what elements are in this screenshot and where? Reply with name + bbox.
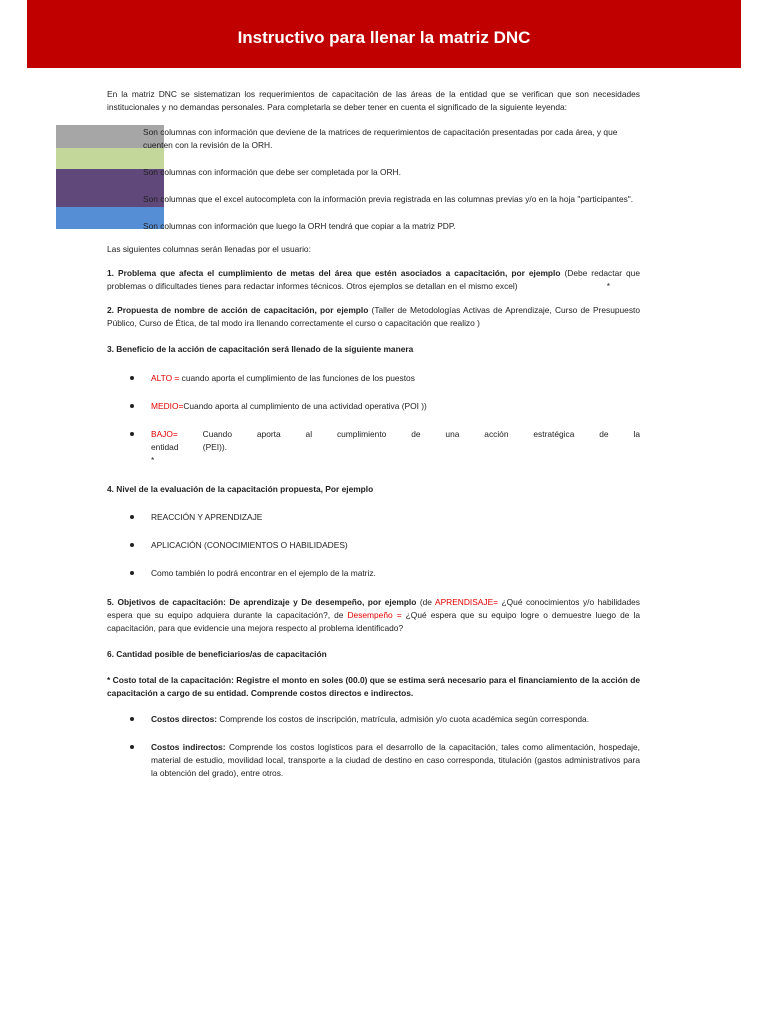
medio-label: MEDIO= bbox=[151, 401, 184, 411]
item-1 bbox=[107, 267, 640, 293]
cost-list bbox=[107, 713, 640, 780]
user-columns-intro: Las siguientes columnas serán llenadas por el usuario: bbox=[107, 244, 311, 254]
indirect-cost-text: Comprende los costos logísticos para el desarrollo de la capacitación, tales como alimentación, hospedaje, material de estudio, movilidad local, transporte a la ciudad de destino en caso corresponda, titulación (gastos administrativos para la obtención del grado), entre otros. bbox=[151, 742, 640, 778]
bullet-icon bbox=[130, 432, 134, 436]
item-4-heading bbox=[107, 483, 640, 496]
list-item bbox=[107, 741, 640, 780]
direct-cost-label: Costos directos: bbox=[151, 714, 218, 724]
cost-heading bbox=[107, 674, 640, 700]
intro-paragraph: En la matriz DNC se sistematizan los requerimientos de capacitación de las áreas de la entidad que se verifican que son necesidades institucionales y no demandas personales. Para completarla se deber tener en cuenta el significado de la siguiente leyenda: bbox=[107, 89, 640, 112]
item-5-text-3: ¿Qué espera que su equipo logre o demuestre luego de la capacitación, para que evidencie una mejora respecto al problema identificado? bbox=[107, 610, 640, 633]
bullet-icon bbox=[130, 543, 134, 547]
legend-text-green: Son columnas con información que debe ser completada por la ORH. bbox=[143, 167, 401, 177]
header-banner bbox=[27, 0, 741, 68]
bullet-icon bbox=[130, 515, 134, 519]
bajo-text: Cuando aporta al cumplimiento de una acción estratégica de la entidad (PEI)). bbox=[151, 429, 640, 452]
medio-text: Cuando aporta al cumplimiento de una actividad operativa (POI )) bbox=[183, 401, 427, 411]
indirect-cost-label: Costos indirectos: bbox=[151, 742, 226, 752]
eval-item-text: Como también lo podrá encontrar en el ejemplo de la matriz. bbox=[151, 568, 376, 578]
bullet-icon bbox=[130, 376, 134, 380]
bullet-icon bbox=[130, 571, 134, 575]
bullet-icon bbox=[130, 717, 134, 721]
item-3-heading-text: 3. Beneficio de la acción de capacitación será llenado de la siguiente manera bbox=[107, 344, 414, 354]
item-3-heading bbox=[107, 343, 640, 356]
item-1-heading: 1. Problema que afecta el cumplimiento de metas del área que estén asociados a capacitación, por ejemplo bbox=[107, 268, 561, 278]
alto-text: cuando aporta el cumplimiento de las funciones de los puestos bbox=[181, 373, 415, 383]
item-5 bbox=[107, 596, 640, 635]
alto-label: ALTO = bbox=[151, 373, 182, 383]
eval-item-text: APLICACIÓN (CONOCIMIENTOS O HABILIDADES) bbox=[151, 540, 348, 550]
item-1-mark: * bbox=[606, 281, 610, 291]
item-2 bbox=[107, 304, 640, 330]
aprendizaje-label: APRENDISAJE= bbox=[434, 597, 499, 607]
list-item bbox=[107, 372, 640, 385]
list-item bbox=[107, 567, 640, 580]
bajo-mark: * bbox=[151, 455, 155, 465]
item-1-text: (Debe redactar que problemas o dificultades tienes para redactar informes técnicos. Otros ejemplos se detallan en el mismo excel) bbox=[107, 268, 640, 291]
list-item bbox=[107, 400, 640, 413]
direct-cost-text: Comprende los costos de inscripción, matrícula, admisión y/o cuota académica según corresponda. bbox=[217, 714, 590, 724]
evaluation-list bbox=[107, 511, 640, 580]
item-5-text-2: ¿Qué conocimientos y/o habilidades espera que su equipo adquiera durante la capacitación?, de bbox=[107, 597, 640, 620]
item-5-heading: 5. Objetivos de capacitación: De aprendizaje y De desempeño, por ejemplo bbox=[107, 597, 417, 607]
bajo-label: BAJO= bbox=[151, 429, 178, 439]
list-item bbox=[107, 511, 640, 524]
legend-text-blue: Son columnas con información que luego la ORH tendrá que copiar a la matriz PDP. bbox=[143, 221, 456, 231]
page-title: Instructivo para llenar la matriz DNC bbox=[237, 28, 531, 47]
item-2-heading: 2. Propuesta de nombre de acción de capacitación, por ejemplo bbox=[107, 305, 369, 315]
list-item bbox=[107, 428, 640, 467]
benefit-list bbox=[107, 372, 640, 467]
document-body bbox=[107, 88, 640, 780]
item-6-heading bbox=[107, 648, 640, 661]
item-2-text: (Taller de Metodologías Activas de Aprendizaje, Curso de Presupuesto Público, Curso de Ética, de tal modo ira llenando correctamente el curso o capacitación que realizo ) bbox=[107, 305, 640, 328]
legend-text-gray: Son columnas con información que deviene de la matrices de requerimientos de capacitación presentadas por cada área, y que cuenten con la revisión de la ORH. bbox=[143, 127, 618, 150]
eval-item-text: REACCIÓN Y APRENDIZAJE bbox=[151, 512, 263, 522]
item-4-heading-text: 4. Nivel de la evaluación de la capacitación propuesta, Por ejemplo bbox=[107, 484, 374, 494]
list-item bbox=[107, 713, 640, 726]
item-5-text-1: (de bbox=[416, 597, 435, 607]
item-6-heading-text: 6. Cantidad posible de beneficiarios/as de capacitación bbox=[107, 649, 327, 659]
desempeno-label: Desempeño = bbox=[347, 610, 402, 620]
list-item bbox=[107, 539, 640, 552]
bullet-icon bbox=[130, 404, 134, 408]
bullet-icon bbox=[130, 745, 134, 749]
cost-heading-text: * Costo total de la capacitación: Registre el monto en soles (00.0) que se estima será necesario para el financiamiento de la acción de capacitación a cargo de su entidad. Comprende costos directos e indirectos. bbox=[107, 675, 640, 698]
color-legend bbox=[107, 125, 640, 229]
legend-text-purple: Son columnas que el excel autocompleta con la información previa registrada en las columnas previas y/o en la hoja "participantes". bbox=[143, 194, 634, 204]
